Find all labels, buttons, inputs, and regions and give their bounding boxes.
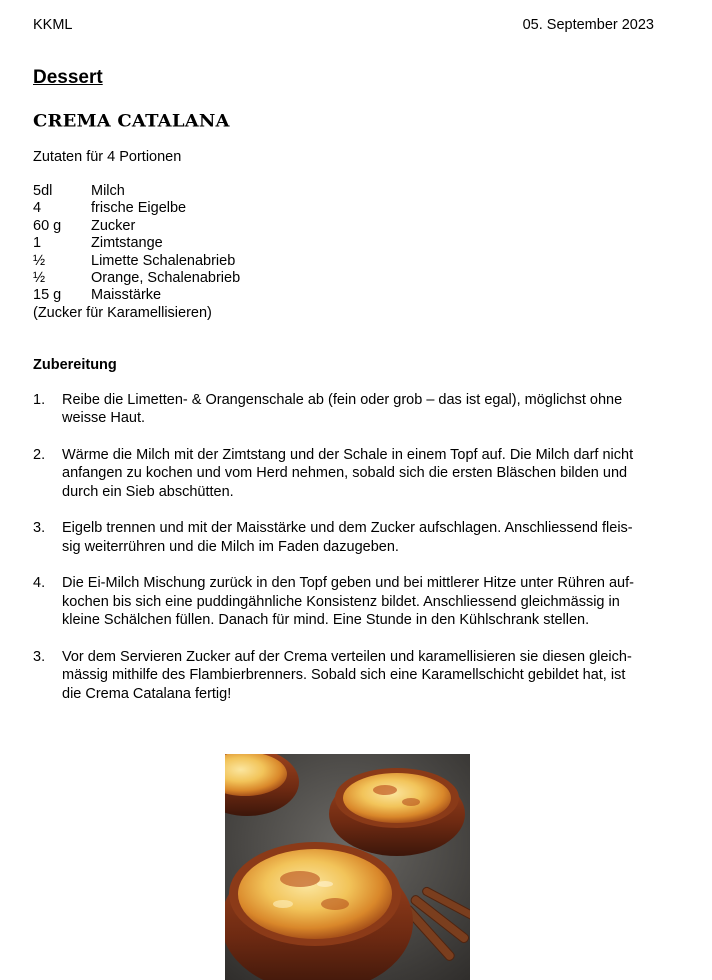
step-line: Reibe die Limetten- & Orangenschale ab (fein oder grob – das ist egal), möglichst ohne [62, 392, 623, 408]
step-number: 3. [33, 648, 46, 665]
step-item [33, 519, 673, 556]
step-text [62, 574, 673, 629]
step-item [33, 648, 673, 703]
crema-catalana-photo [225, 754, 470, 980]
step-line: kochen bis sich eine puddingähnliche Konsistenz bildet. Anschliessend gleichmässig in [62, 593, 620, 610]
ingredient-item: Zucker [91, 217, 136, 234]
ingredient-item: frische Eigelbe [91, 200, 187, 217]
step-number: 2. [33, 447, 46, 463]
recipe-title: CREMA CATALANA [33, 111, 230, 132]
step-text [62, 648, 673, 703]
ingredient-row [33, 287, 240, 304]
step-number: 3. [33, 520, 46, 537]
step-number: 4. [33, 575, 46, 592]
ingredient-row [33, 200, 240, 217]
step-item [33, 391, 673, 428]
preparation-title: Zubereitung [33, 357, 117, 373]
step-text [62, 519, 673, 556]
ingredient-qty: 1 [33, 235, 42, 252]
header-organization: KKML [33, 17, 73, 33]
ingredient-row [33, 218, 240, 235]
ingredient-qty: ½ [33, 270, 46, 287]
ingredient-qty: 4 [33, 200, 42, 217]
step-line: kleine Schälchen füllen. Danach für mind. Eine Stunde in den Kühlschrank stellen. [62, 612, 590, 629]
step-item [33, 446, 673, 501]
ingredient-item: Zimtstange [91, 235, 163, 252]
ingredients-note: (Zucker für Karamellisieren) [33, 304, 212, 321]
step-line: die Crema Catalana fertig! [62, 685, 232, 702]
step-line: anfangen zu kochen und vom Herd nehmen, sobald sich die ersten Bläschen bilden und [62, 465, 628, 482]
step-line: Eigelb trennen und mit der Maisstärke und dem Zucker aufschlagen. Anschliessend fleis- [62, 520, 633, 537]
step-number: 1. [33, 392, 46, 408]
step-line: mässig mithilfe des Flambierbrenners. Sobald sich eine Karamellschicht gebildet hat, ist [62, 667, 626, 684]
ingredient-qty: 60 g [33, 217, 62, 234]
ingredient-row [33, 183, 240, 200]
ingredient-item: Milch [91, 183, 125, 199]
servings-text: Zutaten für 4 Portionen [33, 149, 182, 165]
ingredient-qty: ½ [33, 252, 46, 269]
steps-list [33, 391, 673, 721]
header-date: 05. September 2023 [522, 17, 654, 33]
ingredient-row [33, 235, 240, 252]
section-title: Dessert [33, 67, 103, 88]
step-item [33, 574, 673, 629]
ingredient-qty: 5dl [33, 183, 53, 199]
ingredient-item: Maisstärke [91, 287, 162, 304]
ingredients-list [33, 183, 240, 322]
step-line: durch ein Sieb abschütten. [62, 483, 234, 500]
step-line: weisse Haut. [62, 410, 146, 427]
step-text [62, 391, 673, 428]
ingredient-item: Orange, Schalenabrieb [91, 270, 241, 287]
ingredient-item: Limette Schalenabrieb [91, 252, 236, 269]
step-line: sig weiterrühren und die Milch im Faden dazugeben. [62, 538, 399, 555]
ingredient-row [33, 253, 240, 270]
ingredient-qty: 15 g [33, 287, 62, 304]
ingredient-row [33, 270, 240, 287]
step-text [62, 446, 673, 501]
step-line: Wärme die Milch mit der Zimtstang und der Schale in einem Topf auf. Die Milch darf nicht [62, 447, 634, 463]
step-line: Vor dem Servieren Zucker auf der Crema verteilen und karamellisieren sie diesen gleich- [62, 648, 632, 665]
step-line: Die Ei-Milch Mischung zurück in den Topf geben und bei mittlerer Hitze unter Rühren auf- [62, 575, 634, 592]
